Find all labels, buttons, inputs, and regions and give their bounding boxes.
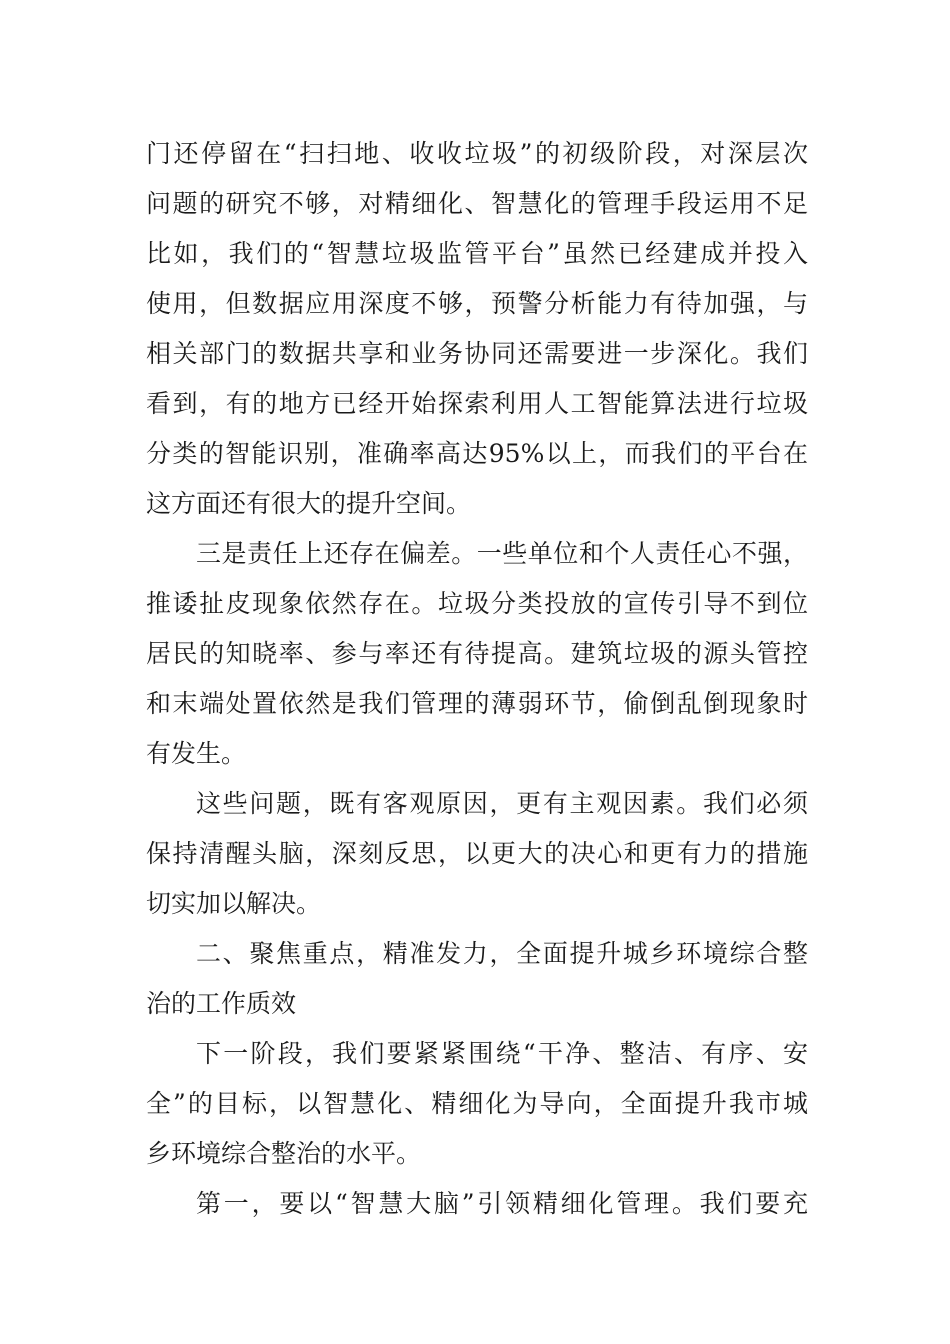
- text-line: 比如，我们的“智慧垃圾监管平台”虽然已经建成并投入: [146, 239, 808, 268]
- text-line: 门还停留在“扫扫地、收收垃圾”的初级阶段，对深层次: [146, 139, 808, 168]
- paragraph-start-line: 下一阶段，我们要紧紧围绕“干净、整洁、有序、安: [196, 1039, 808, 1068]
- text-line: 分类的智能识别，准确率高达95%以上，而我们的平台在: [146, 439, 808, 468]
- text-line: 切实加以解决。: [146, 889, 322, 918]
- section-heading-line: 治的工作质效: [146, 989, 297, 1018]
- paragraph-start-line: 第一，要以“智慧大脑”引领精细化管理。我们要充: [196, 1189, 808, 1218]
- text-line: 有发生。: [146, 739, 247, 768]
- text-line: 推诿扯皮现象依然存在。垃圾分类投放的宣传引导不到位: [146, 589, 808, 618]
- text-line: 居民的知晓率、参与率还有待提高。建筑垃圾的源头管控: [146, 639, 808, 668]
- text-line: 乡环境综合整治的水平。: [146, 1139, 422, 1168]
- text-line: 使用，但数据应用深度不够，预警分析能力有待加强，与: [146, 289, 808, 318]
- text-line: 相关部门的数据共享和业务协同还需要进一步深化。我们: [146, 339, 808, 368]
- text-line: 看到，有的地方已经开始探索利用人工智能算法进行垃圾: [146, 389, 808, 418]
- paragraph-start-line: 这些问题，既有客观原因，更有主观因素。我们必须: [196, 789, 808, 818]
- section-heading-line: 二、聚焦重点，精准发力，全面提升城乡环境综合整: [196, 939, 808, 968]
- text-line: 保持清醒头脑，深刻反思，以更大的决心和更有力的措施: [146, 839, 808, 868]
- text-line: 问题的研究不够，对精细化、智慧化的管理手段运用不足: [146, 189, 808, 218]
- text-line: 和末端处置依然是我们管理的薄弱环节，偷倒乱倒现象时: [146, 689, 808, 718]
- text-line: 全”的目标，以智慧化、精细化为导向，全面提升我市城: [146, 1089, 808, 1118]
- text-line: 这方面还有很大的提升空间。: [146, 489, 472, 518]
- paragraph-start-line: 三是责任上还存在偏差。一些单位和个人责任心不强，: [196, 539, 808, 568]
